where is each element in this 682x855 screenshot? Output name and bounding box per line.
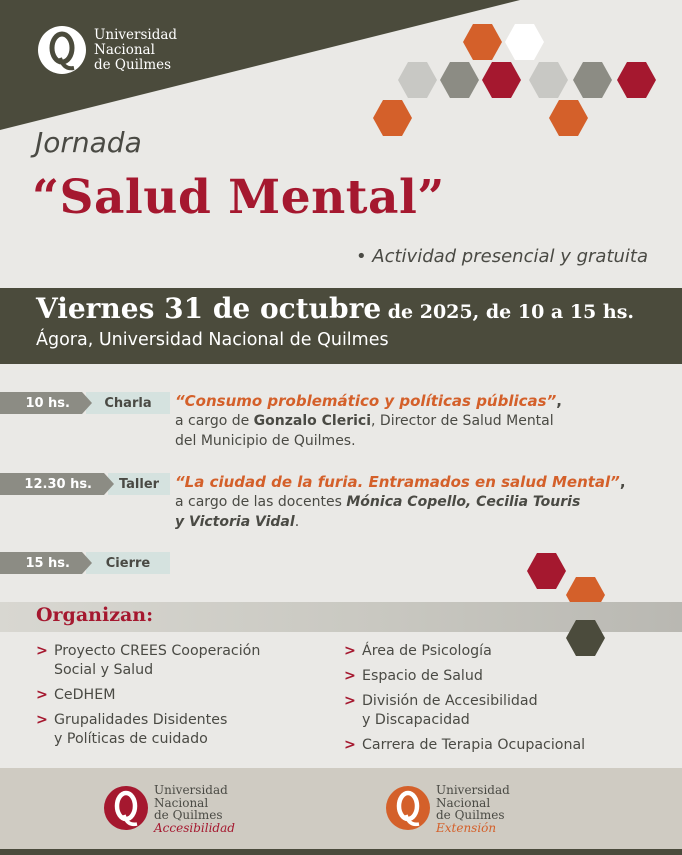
- schedule-type-1: Charla: [86, 392, 170, 414]
- talk-1-title: “Consumo problemático y políticas públicas”,: [175, 392, 562, 410]
- organizer-item: > Proyecto CREES Cooperación Social y Salud: [36, 643, 261, 678]
- footer-logo-extension: [384, 784, 510, 834]
- organizer-item: > Espacio de Salud: [344, 668, 483, 684]
- footer-logo-2-sub: Extensión: [436, 820, 497, 835]
- footer-logo-1-line-1: Universidad: [154, 783, 228, 797]
- logo-line-1: Universidad: [94, 26, 178, 43]
- event-title: “Salud Mental”: [32, 170, 445, 225]
- footer-logo-1-line-2: Nacional: [154, 795, 209, 810]
- schedule-type-3: Cierre: [86, 552, 170, 574]
- schedule-type-2: Taller: [108, 473, 170, 495]
- footer-logo-accesibilidad: [102, 784, 235, 834]
- footer-logo-2-line-3: de Quilmes: [436, 808, 505, 822]
- talk-2-line-1: a cargo de las docentes Mónica Copello, Cecilia Touris: [175, 494, 581, 510]
- event-date-rest: de 2025, de 10 a 15 hs.: [381, 301, 635, 323]
- footer: [0, 768, 682, 855]
- event-kicker: Jornada: [35, 126, 142, 159]
- event-venue: Ágora, Universidad Nacional de Quilmes: [36, 330, 389, 350]
- talk-1-line-2: del Municipio de Quilmes.: [175, 433, 356, 449]
- footer-logo-2-line-2: Nacional: [436, 795, 491, 810]
- unq-extension-logo-icon: [384, 784, 432, 832]
- schedule-time-2: 12.30 hs.: [0, 473, 104, 495]
- organizer-item: > Área de Psicología: [344, 643, 492, 659]
- event-date-main: Viernes 31 de octubre: [36, 292, 382, 325]
- unq-accesibilidad-logo-icon: [102, 784, 150, 832]
- schedule-time-1: 10 hs.: [0, 392, 82, 414]
- talk-2-line-2: y Victoria Vidal.: [175, 514, 300, 530]
- organizer-item: > Carrera de Terapia Ocupacional: [344, 737, 586, 753]
- organizer-item: > Grupalidades Disidentes y Políticas de cuidado: [36, 712, 228, 747]
- footer-logo-2-line-1: Universidad: [436, 783, 510, 797]
- footer-logo-1-line-3: de Quilmes: [154, 808, 223, 822]
- talk-1-line-1: a cargo de Gonzalo Clerici, Director de Salud Mental: [175, 413, 554, 429]
- logo-line-2: Nacional: [94, 41, 155, 58]
- organizer-item: > CeDHEM: [36, 687, 116, 703]
- talk-2-title: “La ciudad de la furia. Entramados en salud Mental”,: [175, 473, 626, 491]
- organizers-heading: Organizan:: [36, 604, 154, 626]
- organizer-item: > División de Accesibilidad y Discapacidad: [344, 693, 538, 728]
- footer-logo-1-sub: Accesibilidad: [154, 820, 235, 835]
- schedule-time-3: 15 hs.: [0, 552, 82, 574]
- logo-line-3: de Quilmes: [94, 56, 172, 73]
- event-subtitle: • Actividad presencial y gratuita: [355, 246, 648, 267]
- organizers-list-right: [344, 642, 585, 761]
- footer-strip: [0, 849, 682, 855]
- organizers-list-left: [36, 642, 260, 755]
